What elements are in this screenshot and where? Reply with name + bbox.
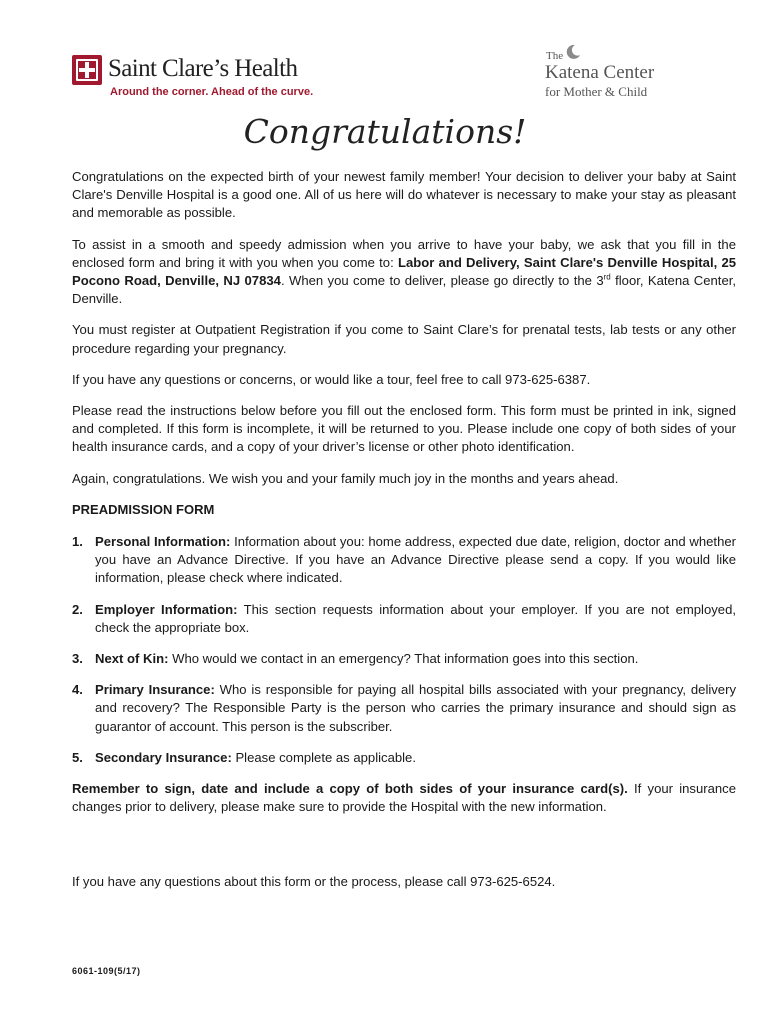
list-item: 4. Primary Insurance: Who is responsible for paying all hospital bills associated with your pregnancy, delivery and recovery? The Responsible Party is the person who carries the primary insurance and should sign as guarantor of account. This person is the subscriber. — [72, 682, 736, 734]
instruction-list — [72, 533, 736, 767]
form-number: 6061-109(5/17) — [72, 966, 141, 976]
section-heading: PREADMISSION FORM — [72, 501, 215, 517]
katena-center-logo — [543, 44, 683, 104]
paragraph-tour: If you have any questions or concerns, or would like a tour, feel free to call 973-625-6387. — [72, 371, 591, 387]
katena-name: Katena Center — [545, 62, 655, 83]
paragraph-admission: To assist in a smooth and speedy admission when you arrive to have your baby, we ask that you fill in the enclosed form and bring it with you when you come to: Labor and Delivery, Saint Clare's Denville Hospital, 25 Pocono Road, Denville, NJ 07834. When you come to deliver, please go directly to the 3rd floor, Katena Center, Denville. — [72, 236, 737, 307]
footer-contact: If you have any questions about this form or the process, please call 973-625-6524. — [72, 874, 556, 889]
list-item: 5. Secondary Insurance: Please complete as applicable. — [72, 749, 416, 765]
list-item: 3. Next of Kin: Who would we contact in an emergency? That information goes into this section. — [72, 651, 639, 667]
logo-tagline: Around the corner. Ahead of the curve. — [110, 86, 314, 98]
katena-subtitle: for Mother & Child — [545, 84, 648, 99]
list-item: 2. Employer Information: This section requests information about your employer. If you are not employed, check the appropriate box. — [72, 601, 736, 635]
logo-name: Saint Clare’s Health — [108, 55, 298, 82]
cross-logo-icon — [72, 55, 102, 85]
delivery-address: Labor and Delivery, Saint Clare's Denville Hospital, 25 Pocono Road, Denville, NJ 07834 — [72, 254, 737, 289]
paragraph-closing: Again, congratulations. We wish you and your family much joy in the months and years ahead. — [72, 470, 619, 486]
saint-clares-logo — [72, 53, 342, 101]
paragraph-intro: Congratulations on the expected birth of your newest family member! Your decision to deliver your baby at Saint Clare's Denville Hospital is a good one. All of us here will do whatever is necessary to make your stay as pleasant and memorable as possible. — [72, 169, 736, 221]
page-title: Congratulations! — [243, 112, 527, 151]
letter-body — [72, 168, 736, 829]
katena-the: The — [546, 50, 564, 62]
paragraph-registration: You must register at Outpatient Registration if you come to Saint Clare’s for prenatal tests, lab tests or any other procedure regarding your pregnancy. — [72, 322, 736, 356]
paragraph-instructions: Please read the instructions below before you fill out the enclosed form. This form must be printed in ink, signed and completed. If this form is incomplete, it will be returned to you. Please include one copy of both sides of your health insurance cards, and a copy of your driver’s license or other photo identification. — [72, 403, 736, 455]
list-item: 1. Personal Information: Information about you: home address, expected due date, religion, doctor and whether you have an Advance Directive. If you have an Advance Directive please send a copy. If you would like information, please check where indicated. — [72, 534, 736, 586]
moon-icon — [565, 44, 581, 60]
paragraph-reminder: Remember to sign, date and include a copy of both sides of your insurance card(s). If your insurance changes prior to delivery, please make sure to provide the Hospital with the new information. — [72, 781, 736, 815]
